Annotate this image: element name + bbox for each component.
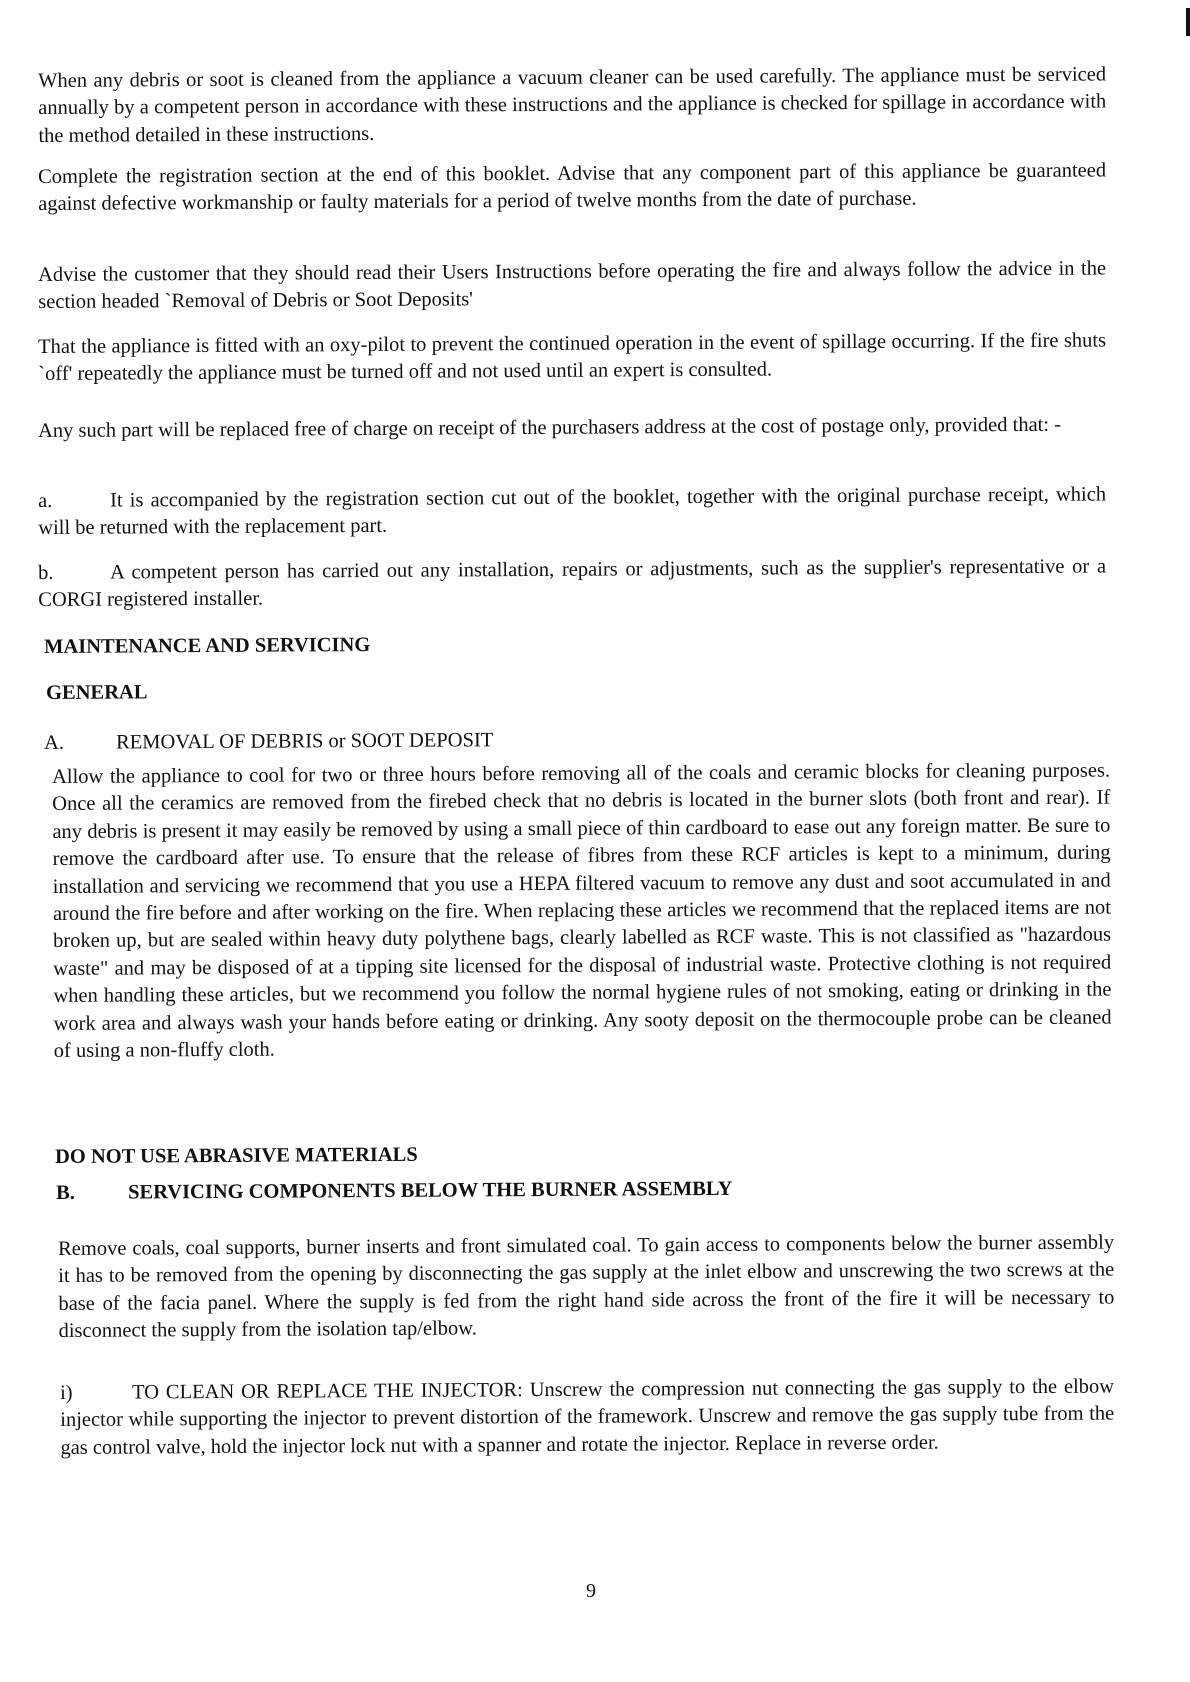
- section-b-label: B.: [56, 1181, 75, 1204]
- heading-no-abrasive: DO NOT USE ABRASIVE MATERIALS: [55, 1143, 418, 1168]
- paragraph-advise-customer: Advise the customer that they should read their Users Instructions before operating the fire and always follow the advice in the section headed `Removal of Debris or Soot Deposits': [38, 257, 1107, 314]
- paragraph-cleaning-servicing: When any debris or soot is cleaned from the appliance a vacuum cleaner can be used carefully. The appliance must be serviced annually by a competent person in accordance with these instructions and the appliance is checked for spillage in accordance with the method detailed in these instructions.: [38, 63, 1107, 147]
- heading-maintenance: MAINTENANCE AND SERVICING: [44, 634, 371, 658]
- paragraph-oxy-pilot: That the appliance is fitted with an oxy-pilot to prevent the continued operation in the event of spillage occurring. If the fire shuts `off' repeatedly the appliance must be turned off and not used until an expert is consulted.: [38, 329, 1107, 386]
- heading-section-b: [56, 1176, 733, 1208]
- section-b-title: SERVICING COMPONENTS BELOW THE BURNER ASSEMBLY: [128, 1177, 733, 1204]
- section-a-title: REMOVAL OF DEBRIS or SOOT DEPOSIT: [116, 729, 494, 754]
- section-a-body: Allow the appliance to cool for two or three hours before removing all of the coals and ceramic blocks for cleaning purposes. Once all the ceramics are removed from the firebed check that no debris is located in the burner slots (both front and rear). If any debris is present it may easily be removed by using a small piece of thin cardboard to ease out any foreign matter. Be sure to remove the cardboard after use. To ensure that the release of fibres from these RCF articles is kept to a minimum, during installation and servicing we recommend that you use a HEPA filtered vacuum to remove any dust and soot accumulated in and around the fire before and after working on the fire. When replacing these articles we recommend that the replaced items are not broken up, but are sealed within heavy duty polythene bags, clearly labelled as RCF waste. This is not classified as "hazardous waste" and may be disposed of at a tipping site licensed for the disposal of industrial waste. Protective clothing is not required when handling these articles, but we recommend you follow the normal hygiene rules of not smoking, eating or drinking in the work area and always wash your hands before eating or drinking. Any sooty deposit on the thermocouple probe can be cleaned of using a non-fluffy cloth.: [52, 759, 1112, 1063]
- step-i: [60, 1374, 1114, 1463]
- section-b-body: Remove coals, coal supports, burner inserts and front simulated coal. To gain access to components below the burner assembly it has to be removed from the opening by disconnecting the gas supply at the inlet elbow and unscrewing the two screws at the base of the facia panel. Where the supply is fed from the right hand side across the front of the fire it will be necessary to disconnect the supply from the isolation tap/elbow.: [58, 1231, 1115, 1343]
- condition-b: [38, 553, 1106, 614]
- condition-b-text: A competent person has carried out any installation, repairs or adjustments, such as the supplier's representative or a CORGI registered installer.: [38, 555, 1107, 612]
- condition-a: [38, 481, 1106, 542]
- section-a-label: A.: [44, 731, 65, 754]
- step-i-label: i): [60, 1381, 73, 1404]
- heading-general: GENERAL: [46, 681, 148, 704]
- condition-a-text: It is accompanied by the registration section cut out of the booklet, together with the original purchase receipt, which will be returned with the replacement part.: [38, 483, 1107, 540]
- paragraph-replacement: Any such part will be replaced free of charge on receipt of the purchasers address at the cost of postage only, provided that: -: [38, 413, 1062, 442]
- page-number: 9: [586, 1580, 596, 1602]
- heading-section-a: [44, 723, 1112, 757]
- paragraph-registration: Complete the registration section at the end of this booklet. Advise that any component part of this appliance be guaranteed against defective workmanship or faulty materials for a period of twelve months from the date of purchase.: [38, 159, 1107, 216]
- step-i-text: TO CLEAN OR REPLACE THE INJECTOR: Unscrew the compression nut connecting the gas supply to the elbow injector while supporting the injector to prevent distortion of the framework. Unscrew and remove the gas supply tube from the gas control valve, hold the injector lock nut with a spanner and rotate the injector. Replace in reverse order.: [60, 1375, 1115, 1459]
- condition-b-label: b.: [38, 561, 54, 584]
- scan-edge-mark: [1186, 8, 1190, 36]
- condition-a-label: a.: [38, 489, 53, 512]
